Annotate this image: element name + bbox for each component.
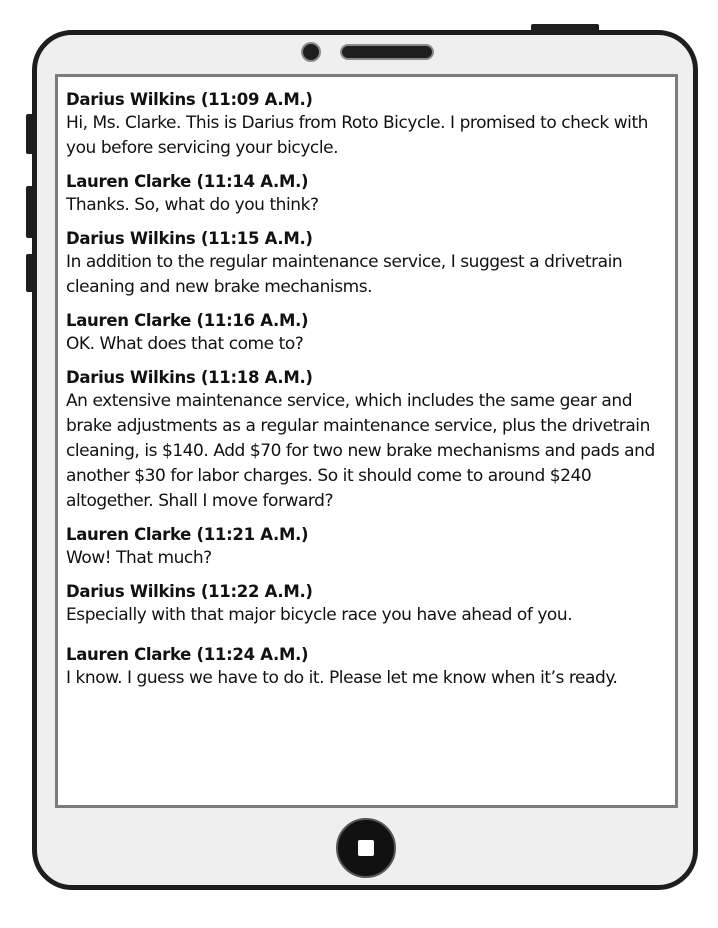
message-item [66, 228, 675, 300]
message-item [66, 581, 675, 628]
message-text: An extensive maintenance service, which includes the same gear and brake adjustments as a regular maintenance service, plus the drivetrain cleaning, is $140. Add $70 for two new brake mechanisms and pads and another $30 for labor charges. So it should come to around $240 altogether. Shall I move forward? [66, 391, 655, 511]
message-item [66, 367, 675, 514]
message-item [66, 171, 675, 218]
home-button-icon [358, 840, 374, 856]
message-header: Lauren Clarke (11:14 A.M.) [66, 172, 309, 191]
message-text: I know. I guess we have to do it. Please let me know when it’s ready. [66, 668, 618, 688]
message-text: In addition to the regular maintenance service, I suggest a drivetrain cleaning and new brake mechanisms. [66, 252, 623, 297]
message-header: Lauren Clarke (11:24 A.M.) [66, 645, 309, 664]
message-header: Darius Wilkins (11:15 A.M.) [66, 229, 313, 248]
message-text: Thanks. So, what do you think? [66, 195, 319, 215]
message-header: Lauren Clarke (11:16 A.M.) [66, 311, 309, 330]
message-text: Hi, Ms. Clarke. This is Darius from Roto Bicycle. I promised to check with you before servicing your bicycle. [66, 113, 648, 158]
earpiece-speaker-icon [340, 44, 434, 60]
message-item [66, 524, 675, 571]
message-header: Darius Wilkins (11:09 A.M.) [66, 90, 313, 109]
front-camera-icon [301, 42, 321, 62]
message-text: Wow! That much? [66, 548, 212, 568]
message-screen [55, 74, 678, 808]
message-text: OK. What does that come to? [66, 334, 304, 354]
message-header: Darius Wilkins (11:18 A.M.) [66, 368, 313, 387]
home-button[interactable] [336, 818, 396, 878]
message-header: Lauren Clarke (11:21 A.M.) [66, 525, 309, 544]
message-item [66, 89, 675, 161]
message-item [66, 644, 675, 691]
message-header: Darius Wilkins (11:22 A.M.) [66, 582, 313, 601]
message-item [66, 310, 675, 357]
message-text: Especially with that major bicycle race you have ahead of you. [66, 605, 573, 625]
